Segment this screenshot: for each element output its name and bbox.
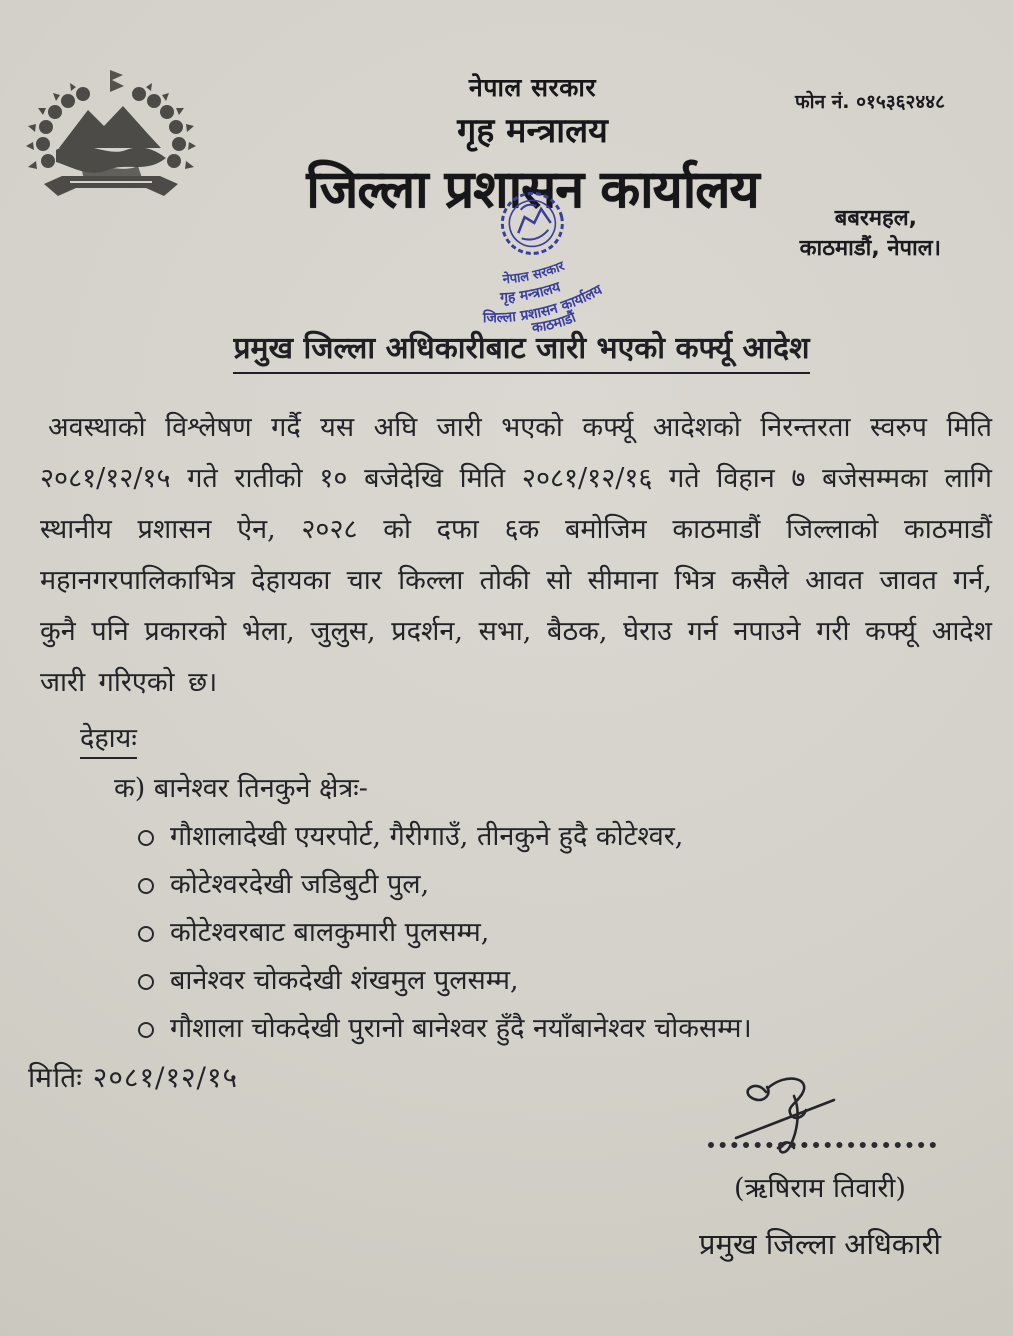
- list-item: [138, 816, 978, 864]
- list-item-text: कोटेश्वरदेखी जडिबुटी पुल,: [170, 869, 430, 900]
- address-line-2: काठमाडौं, नेपाल।: [799, 236, 941, 261]
- bullet-circle-icon: [138, 974, 154, 990]
- ministry-name: गृह मन्त्रालय: [457, 111, 608, 151]
- boundary-list: [138, 816, 978, 1056]
- stamp-line-1: नेपाल सरकार: [502, 258, 567, 288]
- bullet-circle-icon: [138, 926, 154, 942]
- bullet-circle-icon: [138, 1022, 154, 1038]
- stamp-line-2: गृह मन्त्रालय: [499, 279, 563, 307]
- bullet-circle-icon: [138, 830, 154, 846]
- section-ka-label: क) बानेश्वर तिनकुने क्षेत्रः-: [114, 773, 368, 804]
- list-item: [138, 912, 978, 960]
- list-item: [138, 960, 978, 1008]
- stamp-line-4: काठमाडौं: [530, 309, 579, 337]
- office-name: जिल्ला प्रशासन कार्यालय: [306, 160, 759, 220]
- list-item-text: कोटेश्वरबाट बालकुमारी पुलसम्म,: [170, 917, 490, 948]
- list-item: [138, 1008, 978, 1056]
- list-item: [138, 864, 978, 912]
- signatory-designation: प्रमुख जिल्ला अधिकारी: [699, 1227, 941, 1261]
- dehaya-heading: देहायः: [80, 718, 137, 755]
- office-address: [800, 204, 941, 264]
- bullet-circle-icon: [138, 878, 154, 894]
- phone-number: फोन नं. ०१५३६२४४८: [795, 91, 946, 113]
- date-line: मितिः २०८१/१२/१५: [28, 1061, 239, 1094]
- stamp-line-3: जिल्ला प्रशासन कार्यालय: [482, 282, 605, 327]
- document-title: प्रमुख जिल्ला अधिकारीबाट जारी भएको कर्फ्यू आदेश: [0, 326, 1013, 367]
- list-item-text: बानेश्वर चोकदेखी शंखमुल पुलसम्म,: [170, 965, 519, 996]
- body-paragraph: अवस्थाको विश्लेषण गर्दै यस अघि जारी भएको कर्फ्यू आदेशको निरन्तरता स्वरुप मिति २०८१/१२/१५ गते रातीको १० बजेदेखि मिति २०८१/१२/१६ गते विहान ७ बजेसम्मका लागि स्थानीय प्रशासन ऐन, २०२८ को दफा ६क बमोजिम काठमाडौं जिल्लाको काठमाडौं महानगरपालिकाभित्र देहायका चार किल्ला तोकी सो सीमाना भित्र कसैले आवत जावत गर्न, कुनै पनि प्रकारको भेला, जुलुस, प्रदर्शन, सभा, बैठक, घेराउ गर्न नपाउने गरी कर्फ्यू आदेश जारी गरिएको छ।: [40, 412, 992, 698]
- government-name: नेपाल सरकार: [468, 73, 597, 102]
- list-item-text: गौशालादेखी एयरपोर्ट, गैरीगाउँ, तीनकुने हुदै कोटेश्वर,: [170, 821, 684, 852]
- signature-dotted-line: [708, 1142, 936, 1148]
- signatory-name: (ऋषिराम तिवारी): [734, 1173, 906, 1204]
- list-item-text: गौशाला चोकदेखी पुरानो बानेश्वर हुँदै नयाँबानेश्वर चोकसम्म।: [170, 1013, 752, 1044]
- address-line-1: बबरमहल,: [834, 206, 917, 231]
